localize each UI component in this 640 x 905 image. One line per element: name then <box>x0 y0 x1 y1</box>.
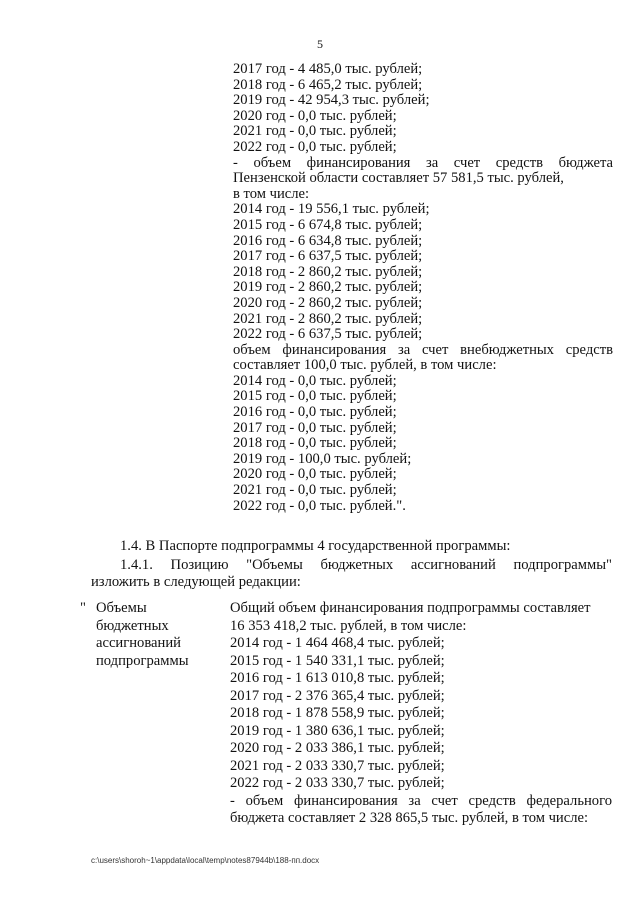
year-line: 2022 год - 2 033 330,7 тыс. рублей; <box>230 775 445 791</box>
year-line: 2019 год - 42 954,3 тыс. рублей; <box>233 92 430 109</box>
federal-budget-heading: - объем финансирования за счет средств федерального <box>230 792 612 809</box>
label-line: Объемы <box>96 600 147 616</box>
year-line: 2016 год - 0,0 тыс. рублей; <box>233 404 397 421</box>
year-line: 2017 год - 0,0 тыс. рублей; <box>233 419 397 436</box>
total-funding-amount: 16 353 418,2 тыс. рублей, в том числе: <box>230 617 467 634</box>
year-line: 2020 год - 2 860,2 тыс. рублей; <box>233 294 423 311</box>
label-line: бюджетных <box>96 617 169 634</box>
extrabudgetary-heading: объем финансирования за счет внебюджетных средств <box>233 341 613 358</box>
passport-position-label <box>96 600 226 670</box>
federal-budget-total: бюджета составляет 2 328 865,5 тыс. рублей, в том числе: <box>230 810 589 826</box>
item-1-4-paragraph: 1.4. В Паспорте подпрограммы 4 государственной программы: <box>120 538 511 554</box>
year-line: 2018 год - 0,0 тыс. рублей; <box>233 435 397 452</box>
label-line: ассигнований <box>96 635 181 651</box>
regional-budget-total: Пензенской области составляет 57 581,5 тыс. рублей, <box>233 170 564 187</box>
year-line: 2020 год - 2 033 386,1 тыс. рублей; <box>230 740 445 756</box>
regional-budget-heading: - объем финансирования за счет средств бюджета <box>233 154 613 171</box>
item-1-4-1-continuation: изложить в следующей редакции: <box>91 574 301 590</box>
year-line: 2022 год - 0,0 тыс. рублей.". <box>233 497 406 514</box>
extrabudgetary-total: составляет 100,0 тыс. рублей, в том числе: <box>233 357 497 374</box>
item-1-4-1-paragraph: 1.4.1. Позицию "Объемы бюджетных ассигнований подпрограммы" <box>120 557 612 573</box>
year-line: 2015 год - 1 540 331,1 тыс. рублей; <box>230 652 445 669</box>
year-line: 2017 год - 4 485,0 тыс. рублей; <box>233 61 423 77</box>
year-line: 2020 год - 0,0 тыс. рублей; <box>233 107 397 124</box>
year-line: 2021 год - 0,0 тыс. рублей; <box>233 482 397 499</box>
opening-quote: " <box>80 600 86 616</box>
label-line: подпрограммы <box>96 652 189 669</box>
total-funding-heading: Общий объем финансирования подпрограммы составляет <box>230 600 591 616</box>
year-line: 2021 год - 2 033 330,7 тыс. рублей; <box>230 757 445 774</box>
page-number: 5 <box>317 37 323 51</box>
year-line: 2015 год - 6 674,8 тыс. рублей; <box>233 216 423 233</box>
year-line: 2022 год - 6 637,5 тыс. рублей; <box>233 326 423 343</box>
year-line: 2021 год - 2 860,2 тыс. рублей; <box>233 310 423 327</box>
year-line: 2016 год - 6 634,8 тыс. рублей; <box>233 232 423 249</box>
regional-budget-including: в том числе: <box>233 185 310 202</box>
footer-file-path: c:\users\shoroh~1\appdata\local\temp\notes87944b\188-пп.docx <box>91 856 320 865</box>
passport-position-value <box>230 600 612 828</box>
year-line: 2014 год - 19 556,1 тыс. рублей; <box>233 201 430 218</box>
year-line: 2014 год - 0,0 тыс. рублей; <box>233 372 397 389</box>
year-line: 2017 год - 6 637,5 тыс. рублей; <box>233 248 423 265</box>
year-line: 2017 год - 2 376 365,4 тыс. рублей; <box>230 687 445 704</box>
year-line: 2019 год - 2 860,2 тыс. рублей; <box>233 279 423 296</box>
year-line: 2018 год - 1 878 558,9 тыс. рублей; <box>230 705 445 721</box>
year-line: 2015 год - 0,0 тыс. рублей; <box>233 388 397 405</box>
funding-breakdown-continued <box>233 62 613 514</box>
year-line: 2020 год - 0,0 тыс. рублей; <box>233 466 397 483</box>
year-line: 2019 год - 1 380 636,1 тыс. рублей; <box>230 722 445 739</box>
year-line: 2021 год - 0,0 тыс. рублей; <box>233 123 397 140</box>
year-line: 2018 год - 6 465,2 тыс. рублей; <box>233 76 423 93</box>
year-line: 2018 год - 2 860,2 тыс. рублей; <box>233 263 423 280</box>
year-line: 2019 год - 100,0 тыс. рублей; <box>233 450 412 467</box>
year-line: 2016 год - 1 613 010,8 тыс. рублей; <box>230 670 445 686</box>
year-line: 2014 год - 1 464 468,4 тыс. рублей; <box>230 635 445 651</box>
year-line: 2022 год - 0,0 тыс. рублей; <box>233 138 397 155</box>
